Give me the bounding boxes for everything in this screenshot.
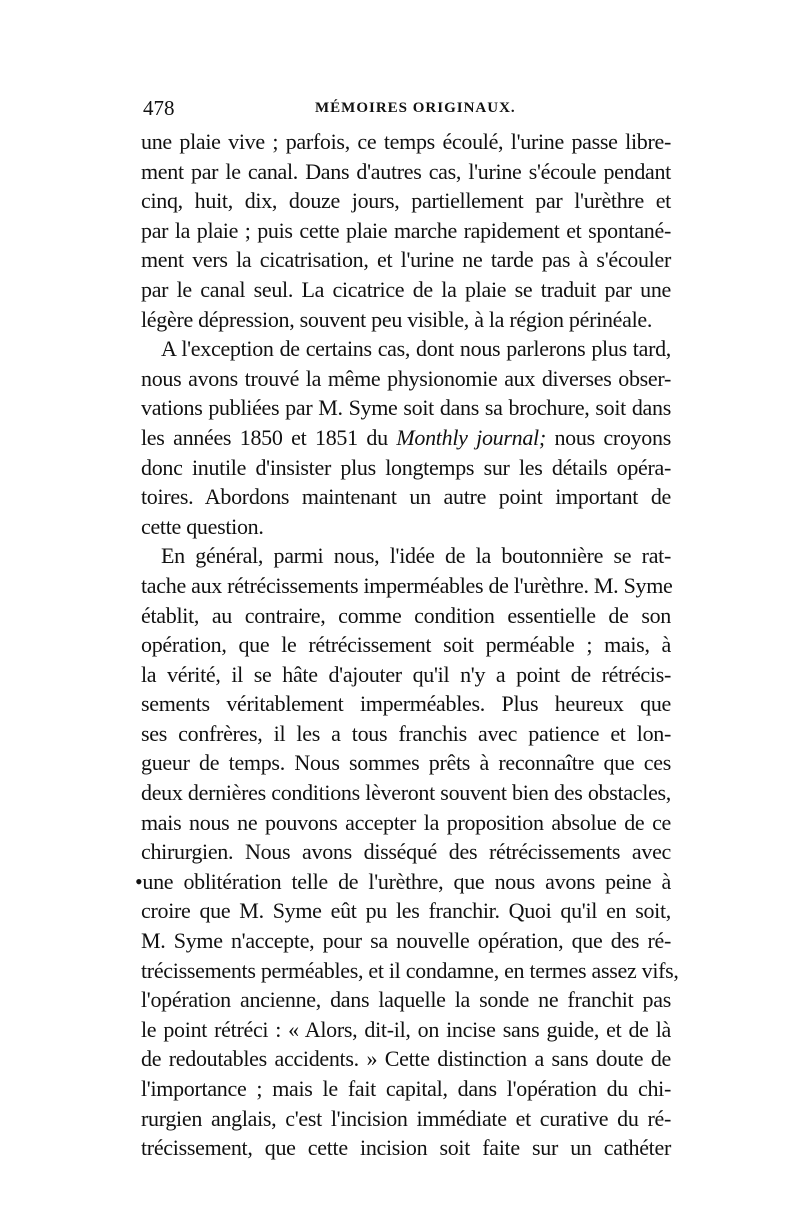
text-line: opération, que le rétrécissement soit perméable ; mais, à bbox=[141, 632, 671, 658]
body-text bbox=[135, 127, 679, 1163]
text-fragment: les années 1850 et 1851 du bbox=[141, 424, 397, 450]
text-line: A l'exception de certains cas, dont nous parlerons plus tard, bbox=[161, 336, 671, 362]
text-line: ment par le canal. Dans d'autres cas, l'urine s'écoule pendant bbox=[141, 158, 671, 184]
text-line: deux dernières conditions lèveront souvent bien des obstacles, bbox=[141, 780, 671, 806]
text-line: rurgien anglais, c'est l'incision immédiate et curative du ré- bbox=[141, 1105, 671, 1131]
text-line: de redoutables accidents. » Cette distinction a sans doute de bbox=[141, 1046, 671, 1072]
text-line: mais nous ne pouvons accepter la proposition absolue de ce bbox=[141, 809, 671, 835]
text-line: En général, parmi nous, l'idée de la boutonnière se rat- bbox=[161, 543, 671, 569]
text-line: tache aux rétrécissements imperméables de l'urèthre. M. Syme bbox=[141, 572, 673, 598]
text-line: trécissement, que cette incision soit faite sur un cathéter bbox=[141, 1135, 671, 1161]
text-line: gueur de temps. Nous sommes prêts à reconnaître que ces bbox=[141, 750, 671, 776]
journal-title: Monthly journal; bbox=[396, 424, 546, 450]
text-line: le point rétréci : « Alors, dit-il, on incise sans guide, et de là bbox=[141, 1016, 671, 1042]
text-line: l'opération ancienne, dans laquelle la sonde ne franchit pas bbox=[141, 987, 671, 1013]
text-line: la vérité, il se hâte d'ajouter qu'il n'y a point de rétrécis- bbox=[141, 661, 671, 687]
text-line: croire que M. Syme eût pu les franchir. Quoi qu'il en soit, bbox=[141, 898, 671, 924]
text-line: par le canal seul. La cicatrice de la plaie se traduit par une bbox=[141, 276, 671, 302]
text-line: l'importance ; mais le fait capital, dans l'opération du chi- bbox=[141, 1076, 671, 1101]
text-line: ment vers la cicatrisation, et l'urine ne tarde pas à s'écouler bbox=[141, 247, 671, 273]
text-line: une plaie vive ; parfois, ce temps écoulé, l'urine passe libre- bbox=[141, 129, 671, 154]
text-line: par la plaie ; puis cette plaie marche rapidement et spontané- bbox=[141, 217, 671, 243]
text-line: chirurgien. Nous avons disséqué des rétrécissements avec bbox=[141, 839, 671, 865]
text-line: cette question. bbox=[141, 513, 264, 539]
text-line: légère dépression, souvent peu visible, à la région périnéale. bbox=[141, 306, 653, 332]
page-header bbox=[143, 94, 669, 122]
text-line: nous avons trouvé la même physionomie aux diverses obser- bbox=[141, 365, 671, 391]
text-line: cinq, huit, dix, douze jours, partiellement par l'urèthre et bbox=[141, 188, 671, 214]
text-line: établit, au contraire, comme condition essentielle de son bbox=[141, 602, 671, 628]
text-line: toires. Abordons maintenant un autre point important de bbox=[141, 484, 671, 510]
text-line: sements véritablement imperméables. Plus heureux que bbox=[141, 691, 671, 717]
text-line: vations publiées par M. Syme soit dans sa brochure, soit dans bbox=[141, 395, 671, 421]
page-number: 478 bbox=[143, 96, 175, 120]
text-line: •une oblitération telle de l'urèthre, que nous avons peine à bbox=[135, 868, 671, 894]
text-line-with-italic bbox=[141, 423, 671, 453]
running-title: MÉMOIRES ORIGINAUX. bbox=[315, 100, 516, 116]
text-line: trécissements perméables, et il condamne, en termes assez vifs, bbox=[141, 957, 679, 983]
text-line: donc inutile d'insister plus longtemps sur les détails opéra- bbox=[141, 454, 671, 480]
text-line: M. Syme n'accepte, pour sa nouvelle opération, que des ré- bbox=[141, 928, 671, 954]
text-fragment: nous croyons bbox=[545, 424, 671, 450]
text-line: ses confrères, il les a tous franchis avec patience et lon- bbox=[141, 720, 671, 746]
